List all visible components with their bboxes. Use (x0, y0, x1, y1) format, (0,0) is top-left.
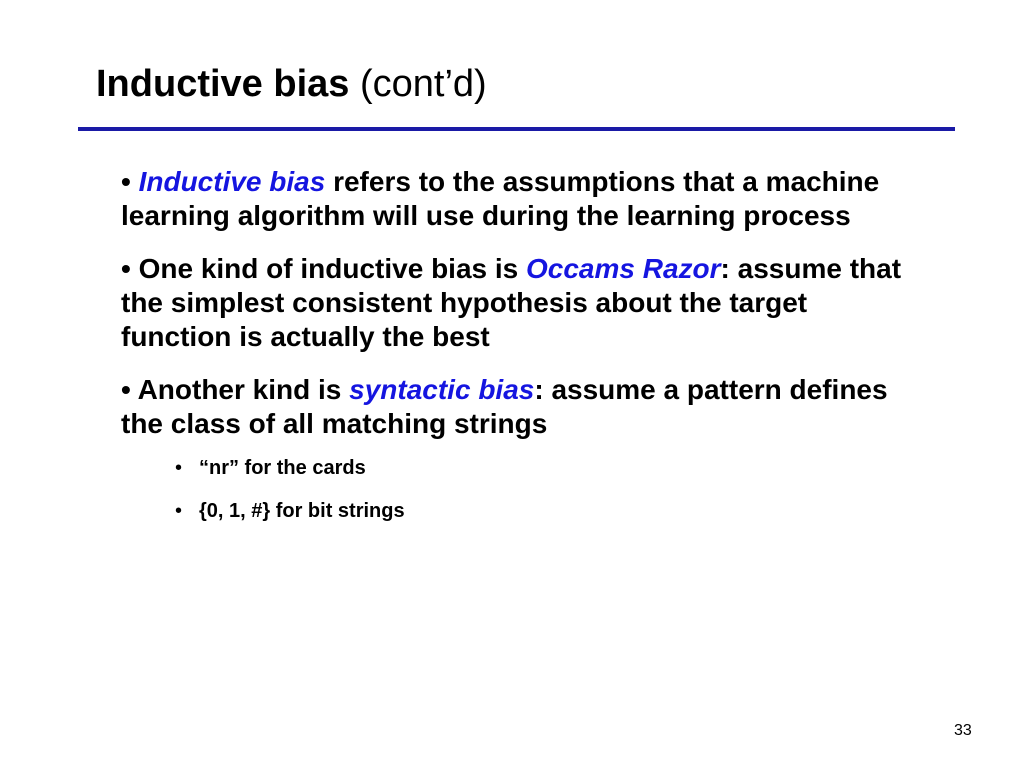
bullet-marker: • (121, 374, 131, 405)
bullet-syntactic-bias (121, 373, 921, 441)
title-underline-rule (78, 127, 955, 131)
sub-bullet-cards (175, 456, 921, 480)
bullet-text: : assume that the simplest consistent hypothesis about the target function is actually the best (121, 253, 902, 352)
bullet-marker: • (121, 253, 131, 284)
emphasis-syntactic-bias: syntactic bias (349, 374, 535, 405)
sub-bullet-bit-strings (175, 499, 921, 523)
page-number: 33 (954, 722, 972, 739)
bullet-occams-razor (121, 252, 921, 354)
title-suffix: (cont’d) (359, 63, 487, 105)
bullet-marker: • (121, 166, 131, 197)
bullet-inductive-bias-definition (121, 165, 921, 233)
emphasis-inductive-bias: Inductive bias (138, 166, 326, 197)
sub-bullet-marker: • (175, 457, 183, 479)
title-main: Inductive bias (96, 63, 350, 105)
bullet-list (121, 165, 921, 542)
bullet-text: Another kind is (137, 374, 350, 405)
bullet-text: One kind of inductive bias is (138, 253, 526, 284)
sub-bullet-list (121, 456, 921, 523)
bullet-text: refers to the assumptions that a machine learning algorithm will use during the learning process (121, 166, 880, 231)
slide-title (96, 60, 487, 108)
bullet-text: : assume a pattern defines the class of all matching strings (121, 374, 888, 439)
sub-bullet-marker: • (175, 500, 183, 522)
emphasis-occams-razor: Occams Razor (526, 253, 721, 284)
sub-bullet-text: “nr” for the cards (199, 457, 366, 479)
sub-bullet-text: {0, 1, #} for bit strings (199, 500, 405, 522)
